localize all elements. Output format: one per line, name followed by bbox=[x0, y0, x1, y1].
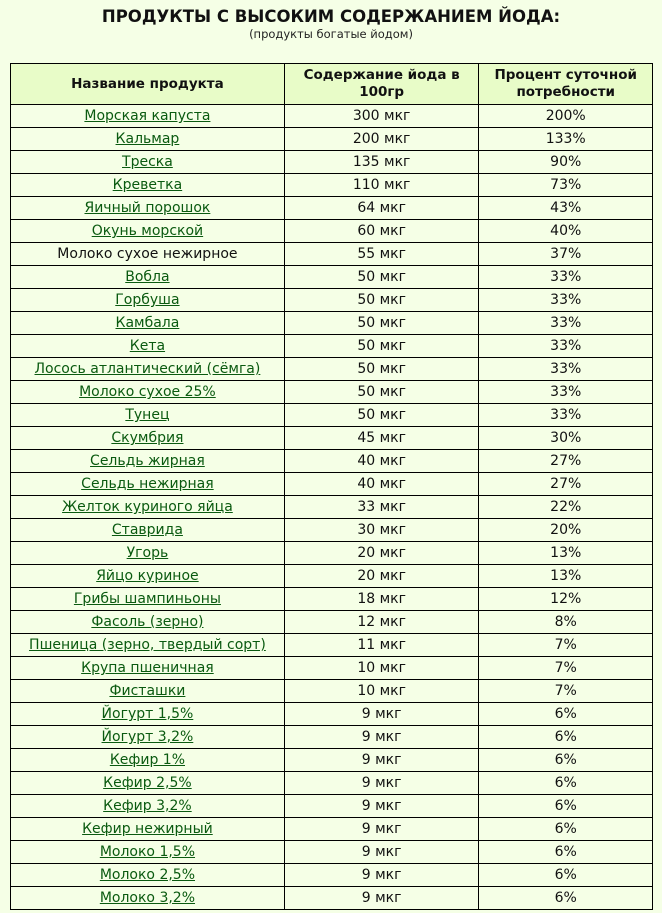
product-link[interactable]: Тунец bbox=[125, 407, 170, 423]
product-link[interactable]: Яйцо куриное bbox=[96, 568, 199, 584]
table-row bbox=[11, 266, 653, 289]
table-row bbox=[11, 220, 653, 243]
iodine-content-cell: 50 мкг bbox=[284, 381, 479, 404]
product-name-cell bbox=[11, 611, 285, 634]
product-link[interactable]: Кефир 1% bbox=[109, 752, 185, 768]
iodine-content-cell: 9 мкг bbox=[284, 841, 479, 864]
iodine-content-cell: 50 мкг bbox=[284, 404, 479, 427]
daily-percent-cell: 22% bbox=[479, 496, 653, 519]
iodine-content-cell: 10 мкг bbox=[284, 657, 479, 680]
product-link[interactable]: Сельдь нежирная bbox=[81, 476, 214, 492]
product-link[interactable]: Фасоль (зерно) bbox=[91, 614, 204, 630]
iodine-content-cell: 11 мкг bbox=[284, 634, 479, 657]
daily-percent-cell: 6% bbox=[479, 749, 653, 772]
product-name-cell bbox=[11, 588, 285, 611]
table-row bbox=[11, 657, 653, 680]
product-name-cell bbox=[11, 565, 285, 588]
daily-percent-cell: 13% bbox=[479, 542, 653, 565]
table-header-row bbox=[11, 64, 653, 105]
daily-percent-cell: 33% bbox=[479, 381, 653, 404]
product-name-cell bbox=[11, 335, 285, 358]
daily-percent-cell: 13% bbox=[479, 565, 653, 588]
table-row bbox=[11, 726, 653, 749]
page-subtitle: (продукты богатые йодом) bbox=[249, 27, 413, 41]
daily-percent-cell: 27% bbox=[479, 473, 653, 496]
iodine-content-cell: 9 мкг bbox=[284, 887, 479, 910]
product-name-cell bbox=[11, 404, 285, 427]
table-row bbox=[11, 795, 653, 818]
product-name-cell bbox=[11, 818, 285, 841]
daily-percent-cell: 12% bbox=[479, 588, 653, 611]
table-row bbox=[11, 887, 653, 910]
product-link[interactable]: Окунь морской bbox=[91, 223, 204, 239]
product-link[interactable]: Кальмар bbox=[115, 131, 180, 147]
iodine-content-cell: 9 мкг bbox=[284, 749, 479, 772]
product-link[interactable]: Йогурт 3,2% bbox=[101, 729, 194, 745]
page-title: ПРОДУКТЫ С ВЫСОКИМ СОДЕРЖАНИЕМ ЙОДА: bbox=[101, 7, 561, 26]
table-row bbox=[11, 542, 653, 565]
product-link[interactable]: Молоко сухое 25% bbox=[79, 384, 216, 400]
table-row bbox=[11, 427, 653, 450]
daily-percent-cell: 8% bbox=[479, 611, 653, 634]
product-name-cell bbox=[11, 703, 285, 726]
product-name-cell bbox=[11, 450, 285, 473]
daily-percent-cell: 6% bbox=[479, 841, 653, 864]
product-name-cell bbox=[11, 772, 285, 795]
iodine-content-cell: 200 мкг bbox=[284, 128, 479, 151]
product-name-cell bbox=[11, 634, 285, 657]
iodine-content-cell: 20 мкг bbox=[284, 565, 479, 588]
daily-percent-cell: 43% bbox=[479, 197, 653, 220]
product-name-cell bbox=[11, 358, 285, 381]
iodine-content-cell: 9 мкг bbox=[284, 703, 479, 726]
daily-percent-cell: 6% bbox=[479, 772, 653, 795]
product-name-cell bbox=[11, 197, 285, 220]
product-name-cell bbox=[11, 473, 285, 496]
daily-percent-cell: 7% bbox=[479, 657, 653, 680]
daily-percent-cell: 6% bbox=[479, 726, 653, 749]
daily-percent-cell: 33% bbox=[479, 335, 653, 358]
daily-percent-cell: 37% bbox=[479, 243, 653, 266]
product-link[interactable]: Молоко 2,5% bbox=[99, 867, 196, 883]
product-link[interactable]: Скумбрия bbox=[111, 430, 184, 446]
table-row bbox=[11, 703, 653, 726]
product-link[interactable]: Фисташки bbox=[109, 683, 186, 699]
product-name-cell bbox=[11, 657, 285, 680]
iodine-content-cell: 45 мкг bbox=[284, 427, 479, 450]
product-name-cell bbox=[11, 105, 285, 128]
iodine-content-cell: 50 мкг bbox=[284, 335, 479, 358]
iodine-content-cell: 30 мкг bbox=[284, 519, 479, 542]
daily-percent-cell: 6% bbox=[479, 795, 653, 818]
iodine-content-cell: 10 мкг bbox=[284, 680, 479, 703]
iodine-content-cell: 9 мкг bbox=[284, 726, 479, 749]
daily-percent-cell: 7% bbox=[479, 634, 653, 657]
iodine-content-cell: 12 мкг bbox=[284, 611, 479, 634]
table-row bbox=[11, 243, 653, 266]
product-name-cell bbox=[11, 174, 285, 197]
daily-percent-cell: 30% bbox=[479, 427, 653, 450]
product-name-cell bbox=[11, 128, 285, 151]
product-name-cell bbox=[11, 749, 285, 772]
daily-percent-cell: 40% bbox=[479, 220, 653, 243]
iodine-content-cell: 9 мкг bbox=[284, 772, 479, 795]
product-name-cell bbox=[11, 496, 285, 519]
daily-percent-cell: 33% bbox=[479, 404, 653, 427]
product-name-cell bbox=[11, 312, 285, 335]
product-name-cell bbox=[11, 381, 285, 404]
daily-percent-cell: 6% bbox=[479, 703, 653, 726]
iodine-content-cell: 135 мкг bbox=[284, 151, 479, 174]
product-link[interactable]: Желток куриного яйца bbox=[62, 499, 233, 515]
daily-percent-cell: 133% bbox=[479, 128, 653, 151]
table-row bbox=[11, 404, 653, 427]
table-row bbox=[11, 772, 653, 795]
product-link[interactable]: Лосось атлантический (сёмга) bbox=[34, 361, 261, 377]
iodine-content-cell: 9 мкг bbox=[284, 818, 479, 841]
product-link[interactable]: Креветка bbox=[112, 177, 183, 193]
daily-percent-cell: 7% bbox=[479, 680, 653, 703]
product-link[interactable]: Кефир 3,2% bbox=[103, 798, 192, 814]
iodine-content-cell: 9 мкг bbox=[284, 864, 479, 887]
product-name-cell bbox=[11, 841, 285, 864]
table-row bbox=[11, 611, 653, 634]
daily-percent-cell: 6% bbox=[479, 864, 653, 887]
product-link[interactable]: Ставрида bbox=[111, 522, 183, 538]
header-product-name: Название продукта bbox=[11, 64, 285, 105]
table-row bbox=[11, 381, 653, 404]
iodine-content-cell: 20 мкг bbox=[284, 542, 479, 565]
product-name-cell bbox=[11, 427, 285, 450]
product-name-cell bbox=[11, 243, 285, 266]
product-link[interactable]: Йогурт 1,5% bbox=[101, 706, 194, 722]
product-link[interactable]: Яичный порошок bbox=[84, 200, 211, 216]
iodine-content-cell: 50 мкг bbox=[284, 312, 479, 335]
product-name-cell bbox=[11, 795, 285, 818]
iodine-content-cell: 50 мкг bbox=[284, 266, 479, 289]
table-row bbox=[11, 128, 653, 151]
product-link[interactable]: Крупа пшеничная bbox=[81, 660, 214, 676]
iodine-content-cell: 50 мкг bbox=[284, 289, 479, 312]
iodine-content-cell: 50 мкг bbox=[284, 358, 479, 381]
iodine-content-cell: 64 мкг bbox=[284, 197, 479, 220]
iodine-content-cell: 300 мкг bbox=[284, 105, 479, 128]
table-row bbox=[11, 818, 653, 841]
product-link[interactable]: Угорь bbox=[126, 545, 169, 561]
product-name-cell bbox=[11, 220, 285, 243]
iodine-content-cell: 40 мкг bbox=[284, 450, 479, 473]
table-row bbox=[11, 289, 653, 312]
table-row bbox=[11, 496, 653, 519]
table-row bbox=[11, 473, 653, 496]
table-row bbox=[11, 565, 653, 588]
table-row bbox=[11, 634, 653, 657]
table-row bbox=[11, 841, 653, 864]
product-name-cell bbox=[11, 680, 285, 703]
product-name-cell bbox=[11, 289, 285, 312]
daily-percent-cell: 27% bbox=[479, 450, 653, 473]
product-name-cell bbox=[11, 864, 285, 887]
product-link[interactable]: Кета bbox=[129, 338, 166, 354]
product-name-cell bbox=[11, 542, 285, 565]
daily-percent-cell: 33% bbox=[479, 312, 653, 335]
product-link[interactable]: Камбала bbox=[115, 315, 180, 331]
iodine-content-cell: 55 мкг bbox=[284, 243, 479, 266]
product-link[interactable]: Кефир нежирный bbox=[82, 821, 213, 837]
daily-percent-cell: 90% bbox=[479, 151, 653, 174]
daily-percent-cell: 6% bbox=[479, 818, 653, 841]
daily-percent-cell: 33% bbox=[479, 289, 653, 312]
header-daily-percent: Процент суточной потребности bbox=[479, 64, 653, 105]
daily-percent-cell: 6% bbox=[479, 887, 653, 910]
table-row bbox=[11, 197, 653, 220]
table-row bbox=[11, 864, 653, 887]
product-link[interactable]: Молоко 1,5% bbox=[99, 844, 196, 860]
product-link[interactable]: Горбуша bbox=[115, 292, 180, 308]
table-row bbox=[11, 151, 653, 174]
product-link[interactable]: Треска bbox=[122, 154, 173, 170]
table-row bbox=[11, 174, 653, 197]
table-row bbox=[11, 335, 653, 358]
product-link[interactable]: Морская капуста bbox=[84, 108, 211, 124]
header-iodine-content: Содержание йода в 100гр bbox=[284, 64, 479, 105]
product-link[interactable]: Грибы шампиньоны bbox=[73, 591, 221, 607]
daily-percent-cell: 73% bbox=[479, 174, 653, 197]
product-link[interactable]: Сельдь жирная bbox=[90, 453, 205, 469]
table-row bbox=[11, 358, 653, 381]
table-row bbox=[11, 519, 653, 542]
table-row bbox=[11, 105, 653, 128]
table-row bbox=[11, 749, 653, 772]
iodine-content-cell: 40 мкг bbox=[284, 473, 479, 496]
daily-percent-cell: 33% bbox=[479, 266, 653, 289]
iodine-content-cell: 9 мкг bbox=[284, 795, 479, 818]
product-name-cell bbox=[11, 887, 285, 910]
iodine-table bbox=[10, 63, 653, 910]
iodine-content-cell: 18 мкг bbox=[284, 588, 479, 611]
table-row bbox=[11, 588, 653, 611]
product-link[interactable]: Молоко 3,2% bbox=[99, 890, 196, 906]
product-name: Молоко сухое нежирное bbox=[57, 246, 238, 262]
product-link[interactable]: Кефир 2,5% bbox=[103, 775, 192, 791]
product-link[interactable]: Вобла bbox=[125, 269, 170, 285]
iodine-content-cell: 60 мкг bbox=[284, 220, 479, 243]
iodine-content-cell: 110 мкг bbox=[284, 174, 479, 197]
product-name-cell bbox=[11, 519, 285, 542]
daily-percent-cell: 20% bbox=[479, 519, 653, 542]
iodine-content-cell: 33 мкг bbox=[284, 496, 479, 519]
product-name-cell bbox=[11, 266, 285, 289]
table-row bbox=[11, 312, 653, 335]
product-name-cell bbox=[11, 151, 285, 174]
product-name-cell bbox=[11, 726, 285, 749]
product-link[interactable]: Пшеница (зерно, твердый сорт) bbox=[29, 637, 266, 653]
daily-percent-cell: 33% bbox=[479, 358, 653, 381]
table-row bbox=[11, 450, 653, 473]
daily-percent-cell: 200% bbox=[479, 105, 653, 128]
table-row bbox=[11, 680, 653, 703]
